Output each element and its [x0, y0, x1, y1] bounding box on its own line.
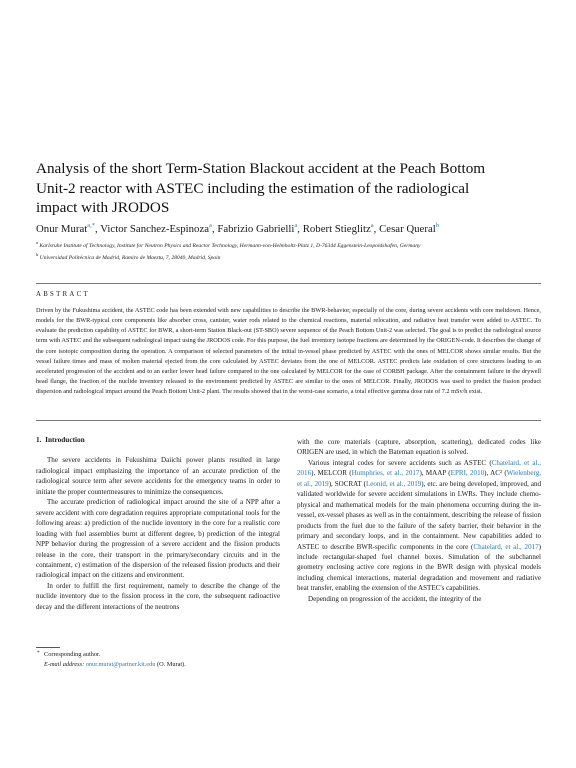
author-affiliation-mark[interactable]: a	[209, 222, 212, 229]
author-affiliation-mark[interactable]: b	[435, 222, 439, 229]
body-text: Various integral codes for severe accidents such as ASTEC (	[308, 458, 492, 467]
body-text: ), etc. are being developed, improved, and validated worldwide for severe accident simulations in LWRs. They include chemo-physical and mathematical models for the main phenomena occurring during the in-vessel, ex-vessel phases as well as in the containment, describing the release of fission products from the fuel due to the failure of the safety barrier, their behavior in the primary and secondary loops, and in the containment. New capabilities added to ASTEC to describe BWR-specific components in the core (	[297, 479, 541, 551]
body-paragraph	[297, 458, 541, 594]
affiliation-mark: b	[36, 251, 39, 257]
body-text: In order to fulfill the first requirement, namely to describe the change of the nuclide inventory due to the fission process in the core, the subsequent radioactive decay and the different interactions of the neutrons	[36, 581, 280, 611]
body-text: ), SOCRAT (	[328, 479, 366, 488]
corresponding-author-note: Corresponding author.	[44, 651, 101, 658]
author-affiliation-mark[interactable]: a	[370, 222, 374, 229]
left-column-body	[36, 455, 280, 612]
paper-title: Analysis of the short Term-Station Blackout accident at the Peach Bottom Unit-2 reactor with ASTEC including the estimation of the radiological impact with JRODOS	[36, 160, 486, 216]
affiliation	[36, 239, 516, 251]
author-name: Cesar Queral	[379, 223, 436, 235]
affiliation-mark: a	[36, 240, 38, 245]
body-text: The severe accidents in Fukushima Daiichi power plants resulted in large radiological impact emphasizing the importance of an accurate prediction of the radiological source term after severe accidents for the emergency teams in order to initiate the proper countermeasures to minimize the consequences.	[36, 456, 280, 496]
body-paragraph	[297, 437, 541, 458]
body-text: The accurate prediction of radiological impact around the site of a NPP after a severe accident with core degradation requires appropriate computational tools for the following areas: a) prediction of the nuclide inventory in the core for a realistic core loading with fuel assemblies burnt at different degree, b) prediction of the integral NPP behavior during the progression of a severe accident and the fission products release in the core, their transport in the primary/secondary circuits and in the containment, c) estimation of the dispersion of the released fission products and their radiological impact on the citizens and environment.	[36, 498, 280, 580]
author-name: Robert Stieglitz	[302, 223, 371, 235]
citation-link[interactable]: Chatelard, et al., 2016	[297, 458, 542, 478]
abstract-heading: ABSTRACT	[36, 291, 90, 298]
author	[379, 223, 439, 235]
email-line	[44, 660, 186, 670]
author	[36, 223, 95, 235]
footnote-mark: *	[37, 650, 40, 656]
citation-link[interactable]: Humphries, et al., 2017	[351, 469, 420, 478]
left-column	[36, 435, 280, 612]
affiliation-text: Universidad Politécnica de Madrid, Ramiro de Maeztu, 7, 28040, Madrid, Spain	[38, 254, 221, 261]
body-paragraph	[36, 581, 280, 612]
author-name: Victor Sanchez-Espinoza	[100, 223, 210, 235]
author-affiliation-mark[interactable]: a	[294, 222, 298, 229]
author-affiliation-mark[interactable]: a,*	[87, 222, 96, 229]
footnotes	[37, 650, 186, 670]
body-paragraph	[297, 594, 541, 604]
author-name: Fabrizio Gabrielli	[217, 223, 295, 235]
body-text: ), MELCOR (	[311, 469, 352, 478]
abstract-bottom-rule	[36, 420, 541, 421]
section-title: Introduction	[45, 435, 85, 444]
section-number: 1.	[36, 435, 42, 444]
citation-link[interactable]: Leonid, et al., 2019	[365, 479, 422, 488]
body-text: Depending on progression of the accident, the integrity of the	[308, 594, 482, 603]
affiliations	[36, 239, 516, 262]
citation-link[interactable]: Chatelard, et al., 2017	[473, 542, 539, 551]
section-heading	[36, 435, 280, 445]
email-link[interactable]: onur.murat@partner.kit.edu	[85, 660, 156, 668]
body-text: with the core materials (capture, absorption, scattering), dedicated codes like ORIGEN are used, in which the Bateman equation is solved.	[297, 438, 541, 457]
email-owner: (O. Murat).	[156, 660, 186, 668]
author-name: Onur Murat	[36, 223, 88, 235]
abstract-top-rule	[36, 283, 541, 284]
abstract-text: Driven by the Fukushima accident, the ASTEC code has been extended with new capabilities to describe the BWR-behavior, especially of the core, during severe accidents with core meltdown. Hence, models for the BWR-typical core components like absorber cross, canister, water rods related to the chemical reactions, material relocation, and radiative heat transfer were added to ASTEC. To evaluate the prediction capability of ASTEC for BWR, a short-term Station Black-out (ST-SBO) severe sequence of the Peach Bottom Unit-2 was selected. The goal is to predict the radiological source term with ASTEC and the subsequent radiological impact using the JRODOS code. For this purpose, the fuel inventory isotope fractions are determined by the ORIGEN-code. It describes the change of the core isotopic composition during the operation. A comparison of selected parameters of the initial in-vessel phase predicted by ASTEC with the ones of MELCOR shows similar results. But the vessel failure times and mass of molten material ejected from the core calculated by ASTEC deviates from the one of MELCOR. ASTEC predicts late oxidation of core structures leading to an accelerated progression of the accident and to an earlier lower head failure compared to the one calculated by MELCOR for the case of CORBH package. After the containment failure in the drywell head flange, the fraction of the nuclide inventory released to the environment predicted by ASTEC are similar to the ones of MELCOR. Finally, JRODOS was used to predict the fission product dispersion and radiological impact around the Peach Bottom Unit-2 plant. The results showed that in the worst-case scenario, a total effective gamma dose rate of 7.2 mSv/h exist.	[36, 307, 541, 396]
body-paragraph	[36, 455, 280, 497]
body-text: ), AC² (	[484, 469, 507, 478]
citation-link[interactable]: Wielenberg, et al., 2019	[297, 469, 541, 488]
right-column-body	[297, 437, 541, 604]
author	[217, 223, 297, 235]
citation-link[interactable]: EPRI, 2010	[450, 469, 485, 478]
affiliation	[36, 251, 516, 263]
body-text: ), MAAP (	[419, 469, 451, 478]
right-column	[297, 437, 541, 604]
body-text: ) include rectangular-shaped fuel channel boxes. Simulation of the subchannel geometry enclosing active core regions in the BWR design with physical models including chemical interactions, material degradation and movement and radiative heat transfer, enabling the extension of the ASTEC's capabilities.	[297, 542, 542, 593]
footnote-rule	[36, 647, 60, 648]
author-list: Onur Murat$^{a,*}$, Victor Sanchez-Espinoza$^a$, Fabrizio Gabrielli$^a$, Robert Stieglitz$^a$, Cesar Queral$^b$	[36, 222, 439, 235]
email-label: E-mail address:	[44, 660, 85, 668]
body-paragraph	[36, 497, 280, 581]
author	[100, 223, 212, 235]
author	[303, 223, 374, 235]
affiliation-text: Karlsruhe Institute of Technology, Institute for Neutron Physics and Reactor Technology, Hermann-von-Helmholtz-Platz 1, D-76344 Eggenstein-Leopoldshafen, Germany	[38, 243, 421, 249]
